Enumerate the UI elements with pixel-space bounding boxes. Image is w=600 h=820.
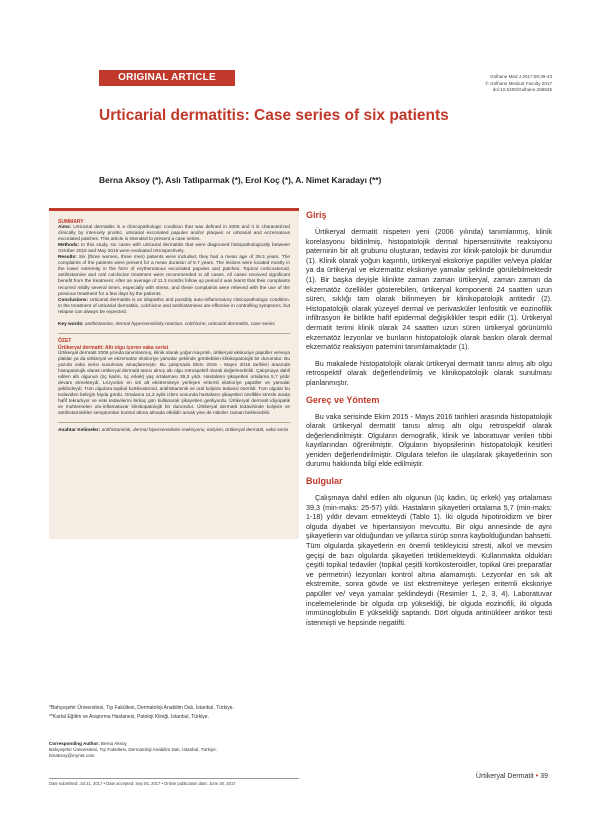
- correspondence-name: Berna Aksoy: [99, 741, 127, 746]
- ozet-heading: ÖZET: [58, 337, 72, 344]
- section-bulgular: Bulgular: [306, 476, 343, 487]
- affiliation-1: *Bahçeşehir Üniversitesi, Tıp Fakültesi, Dermatoloji Anabilim Dalı, İstanbul, Türkiye.: [49, 705, 234, 711]
- main-text: [306, 210, 552, 634]
- journal-info: [485, 74, 552, 94]
- summary-aims: [58, 225, 290, 243]
- journal-doi: doi:10.5455/Gulhane.269635: [492, 87, 552, 93]
- keywords-text: antihistamine, dermal hypersensitivity reaction, colchicine, urticarial dermatitis, case series: [83, 321, 275, 327]
- summary-methods: [58, 243, 290, 255]
- summary-heading: SUMMARY: [58, 219, 84, 225]
- correspondence-email: bmaksoy@mynet.com: [49, 753, 95, 758]
- results-text: Six (three women, three men) patients were included, they had a mean age of 39.3 years. The complaints of the patients were present for a mean duration of 5.7 years. The lesions were located mostly in the lower extremity in the form of erythematous excoriated papules and patches. Topical corticosteroid, antihistamine and oral colchicine treatment were recommended in all cases. All cases received significant benefit from the treatment. After an average of 11.3 months follow up period it was learnt that their complaints recurred mildly several times, especially with stress, and these complaints were relieved with the use of the previous treatment for a few days by the patients.: [58, 255, 290, 297]
- journal-copyright: © Gülhane Medical Faculty 2017: [485, 80, 552, 86]
- article-title: Urticarial dermatitis: Case series of six patients: [99, 107, 449, 124]
- affiliations: [49, 705, 299, 724]
- ozet-keywords: [58, 428, 290, 434]
- affiliation-2: **Kartal Eğitim ve Araştırma Hastanesi, Patoloji Kliniği, İstanbul, Türkiye.: [49, 714, 209, 721]
- aims-label: Aims:: [58, 225, 72, 231]
- aims-text: Urticarial dermatitis is a clinicopathologic condition that was defined in 2006 and it is characterized clinically by intensely pruritic, urticarial excoriated papules and/or plaques or urticarial and eczematous excoriated patches. This article is intended to present a case series.: [58, 225, 290, 243]
- submission-dates: Date submitted: Jul 21, 2017 • Date accepted: Sep 05, 2017 • Online publication date: June 30, 2017: [49, 778, 299, 787]
- summary-conclusions: [58, 298, 290, 316]
- yontem-paragraph-1: Bu vaka serisinde Ekim 2015 - Mayıs 2016 tarihleri arasında histopatolojik olarak ürtikeryal dermatit tanısı almış altı olgu retrospektif olarak değerlendirilmiştir. Olguların demografik, klinik ve laboratuvar verileri tıbbi kayıtlarından öğrenilmiştir. Olguların biyopsilerinin histopatolojik kesitleri yeniden değerlendirilmiştir. Olgulara telefon ile ulaşılarak şikayetlerinin son durumu hakkında bilgi elde edilmiştir.: [306, 411, 552, 469]
- ozet-title: Ürtikeryal dermatit: Altı olgu içeren vaka serisi: [58, 344, 169, 351]
- results-label: Results:: [58, 255, 77, 261]
- page-number: 39: [540, 773, 548, 780]
- article-type-badge: ORIGINAL ARTICLE: [99, 70, 235, 86]
- ozet-divider: [58, 422, 290, 423]
- correspondence: [49, 741, 299, 759]
- ozet-body: Ürtikeryal dermatit 2006 yılında tanımlanmış, klinik olarak yoğun kaşıntılı, ürtikeryal ekskoriye papüller ve/veya plaklar ya da ürtikeryal ve ekzematöz ekskoriye yamalar şeklinde görülebilen klinikopatolojik bir durumdur. Bu yazıda vaka serisi sunulması amaçlanmıştır. Bu çalışmada Ekim 2015 - Mayıs 2016 tarihleri arasında histopatolojik olarak ürtikeryal dermatit tanısı almış altı olgu retrospektif olarak değerlendirildi. Çalışmaya dahil edilen altı olgunun (üç kadın, üç erkek) yaş ortalaması 39,3 yıldı. Hastaların şikayetleri ortalama 5,7 yıldır devam etmekteydi. Lezyonlar en sık alt ekstremiteye yerleşen eritemli ekskoriye papüller ve yamalar şeklindeydi. Tüm olgulara topikal kortikosteroid, antihistaminik ve oral kolşisin tedavisi önerildi. Tüm olgular bu tedaviden belirgin fayda gördü. Ortalama 11,3 aylık izlem sonunda hastaların şikayetleri özellikle stresle arada hafif tekrarlıyor ve eski tedavilerini birkaç gün kullanarak şikayetleri geriliyordu. Ürtikeryal dermatit idiyopatik ve muhtemelen oto-inflamatuvar klinikopatolojik bir durumdur. Ürtikeryal dermatit tedavisinde kolşisin ve antihistaminikler semptomları kontrol altına almada etkilidir ancak yine de nüksler zaman beklenebilir.: [58, 350, 290, 417]
- conclusions-text: Urticarial dermatitis is an idiopathic and possibly auto-inflammatory clinicopathologic condition. In the treatment of urticarial dermatitis, colchicine and antihistamines are effective in controlling symptoms, but relapse can always be expected.: [58, 297, 290, 315]
- abstract-divider: [58, 333, 290, 334]
- methods-text: In this study, six cases with urticarial dermatitis that were diagnosed histopathologically between October 2015 and May 2016 were evaluated retrospectively.: [58, 243, 290, 255]
- anahtar-text: antihistaminik, dermal hipersensitivite reaksiyonu, kolşisin, ürtikeryal dermatit, vaka serisi: [100, 428, 289, 434]
- summary-keywords: [58, 322, 290, 328]
- summary-results: [58, 255, 290, 297]
- conclusions-label: Conclusions:: [58, 297, 89, 303]
- anahtar-label: Anahtar Kelimeler:: [58, 428, 101, 434]
- giris-paragraph-1: Ürtikeryal dermatit nispeten yeni (2006 yılında) tanımlanmış, klinik korelasyonu bildirilmiş, histopatolojik dermal hipersensitivite reaksiyonu paterninin bir alt grubunu oluşturan, tedavisi zor klinik-patolojik bir durumdur (1). Klinik olarak yoğun kaşıntılı, ürtikeryal ekskoriye papüller ve/veya plaklar ya da ürtikeryal ve ekzematöz ekskoriye yamalar şeklinde görülebilmektedir (1). Bir başka deyişle klinikte zaman zaman ürtikeryal, zaman zaman da ekzematöz özellikler gösterebilen, ürtikeryal komponenti 24 saatten uzun süren, sıklığı tam olarak bilinmeyen bir klinikopatolojik antitedir (2). Histopatolojik olarak yüzeyel dermal ve perivasküler lenfositik ve eozinofilik infiltrasyon ile birlikte hafif epidermal değişiklikler tespit edilir (1). Ürtikeryal dermatit terimi klinik olarak 24 saatten uzun süren ürtikeryal görünümlü ekzematöz lezyonlar ve bunların histopatolojik olarak baskın olarak dermal ekzematöz reaksiyon paternini tanımlamaktadır (1).: [306, 227, 552, 352]
- correspondence-label: Corresponding Author:: [49, 741, 100, 746]
- bulgular-paragraph-1: Çalışmaya dahil edilen altı olgunun (üç kadın, üç erkek) yaş ortalaması 39,3 (min-maks: 25-57) yıldı. Hastaların şikayetleri ortalama 5,7 (min-maks: 1-18) yıldır devam etmekteydi (Tablo 1). İki olguda hipotiroidizm ve birer olguda diyabet ve hipertansiyon mevcuttu. Bir olgu annesinde de aynı şikayetlerin var olduğundan ve yıllarca sürüp sonra kaybolduğundan bahsetti. Tüm olgularda şikayetlerin en önemli tetikleyicisi stresti, alkol ve mevsim geçişi de bazı olgularda şikayetleri tetiklemekteydi. Kullanmakta oldukları çeşitli topikal tedaviler (topikal çeşitli kortikosteroidler, topikal ürei preparatlar ve permetrin) lezyonları kontrol altına alamamıştı. Lezyonlar en sık alt ekstremite, sonra gövde ve üst ekstremiteye yerleşen eritemli ekskoriye papüller ve/ veya yamalar şeklindeydi (Resimler 1, 2, 3, 4). Laboratuvar incelemelerinde bir olguda crp yüksekliği, bir olguda eozinofili, iki olguda immünoglobulin E yüksekliği saptandı. Dört olguda antinükleer antikor testi istenmişti ve hepsinde negatifti.: [306, 493, 552, 627]
- correspondence-address: Bahçeşehir Üniversitesi, Tıp Fakültesi, Dermatoloji Anabilim Dalı, İstanbul, Türkiye.: [49, 747, 218, 752]
- section-giris: Giriş: [306, 210, 327, 220]
- footer-bullet: •: [535, 773, 539, 780]
- abstract-box: [49, 208, 299, 539]
- journal-citation: Gülhane Med J 2017;59:39-43: [489, 74, 552, 79]
- footer-running-title: Ürtikeryal Dermatit: [475, 773, 534, 780]
- page-footer: [476, 773, 548, 780]
- giris-paragraph-2: Bu makalede histopatolojik olarak ürtikeryal dermatit tanısı almış altı olgu retrospektif olarak değerlendirilmiş ve klinikopatolojik olarak sunulması planlanmıştır.: [306, 358, 552, 387]
- author-list: Berna Aksoy (*), Aslı Tatlıparmak (*), Erol Koç (*), A. Nimet Karadayı (**): [99, 175, 382, 185]
- keywords-label: Key words:: [58, 321, 84, 327]
- section-gerec-yontem: Gereç ve Yöntem: [306, 394, 380, 405]
- methods-label: Methods:: [58, 243, 80, 249]
